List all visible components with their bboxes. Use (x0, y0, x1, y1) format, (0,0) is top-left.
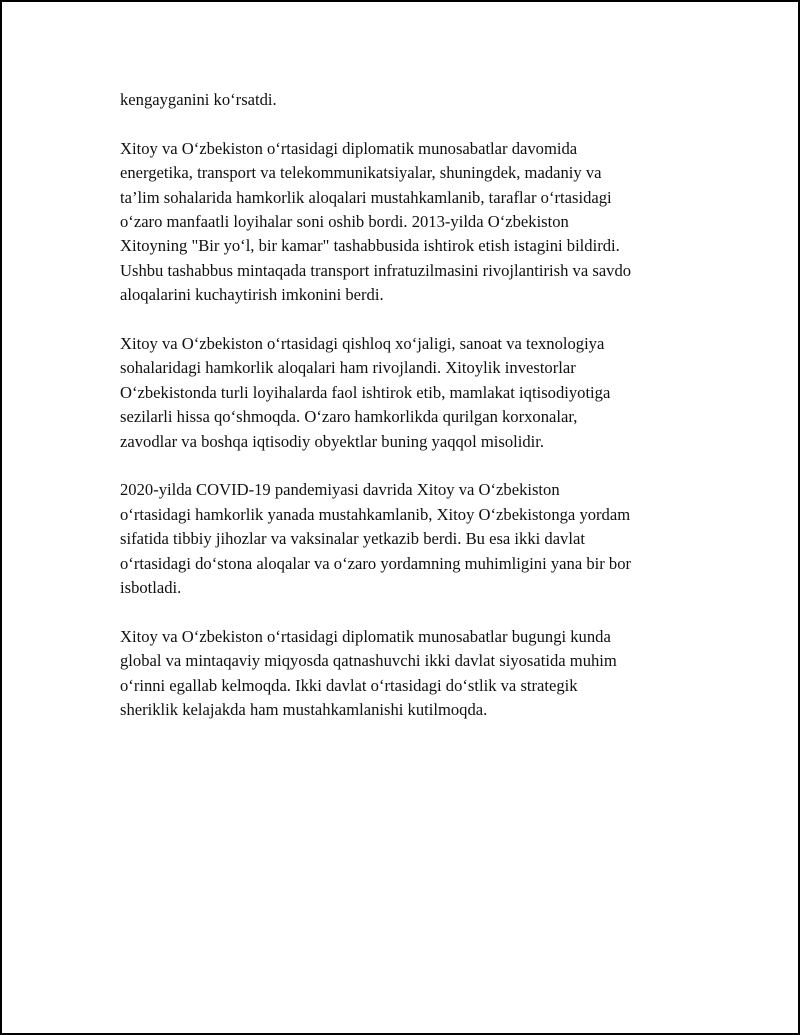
paragraph-cooperation-sectors: Xitoy va O‘zbekiston o‘rtasidagi diplomatik munosabatlar davomida energetika, transport va telekommunikatsiyalar, shuningdek, madaniy va ta’lim sohalarida hamkorlik aloqalari mustahkamlanib, taraflar o‘rtasidagi o‘zaro manfaatli loyihalar soni oshib bordi. 2013-yilda O‘zbekiston Xitoyning "Bir yo‘l, bir kamar" tashabbusida ishtirok etish istagini bildirdi. Ushbu tashabbus mintaqada transport infratuzilmasini rivojlantirish va savdo aloqalarini kuchaytirish imkonini berdi. (120, 138, 632, 305)
paragraph-agriculture-industry: Xitoy va O‘zbekiston o‘rtasidagi qishloq xo‘jaligi, sanoat va texnologiya sohalaridagi hamkorlik aloqalari ham rivojlandi. Xitoylik investorlar O‘zbekistonda turli loyihalarda faol ishtirok etib, mamlakat iqtisodiyotiga sezilarli hissa qo‘shmoqda. O‘zaro hamkorlikda qurilgan korxonalar, zavodlar va boshqa iqtisodiy obyektlar buning yaqqol misolidir. (120, 334, 611, 451)
document-body (120, 88, 692, 747)
paragraph-continuation: kengayganini ko‘rsatdi. (120, 90, 277, 109)
paragraph-conclusion: Xitoy va O‘zbekiston o‘rtasidagi diplomatik munosabatlar bugungi kunda global va mintaqaviy miqyosda qatnashuvchi ikki davlat siyosatida muhim o‘rinni egallab kelmoqda. Ikki davlat o‘rtasidagi do‘stlik va strategik sheriklik kelajakda ham mustahkamlanishi kutilmoqda. (120, 626, 617, 720)
paragraph-covid-assistance: 2020-yilda COVID-19 pandemiyasi davrida Xitoy va O‘zbekiston o‘rtasidagi hamkorlik yanada mustahkamlanib, Xitoy O‘zbekistonga yordam sifatida tibbiy jihozlar va vaksinalar yetkazib berdi. Bu esa ikki davlat o‘rtasidagi do‘stona aloqalar va o‘zaro yordamning muhimligini yana bir bor isbotladi. (120, 480, 632, 598)
